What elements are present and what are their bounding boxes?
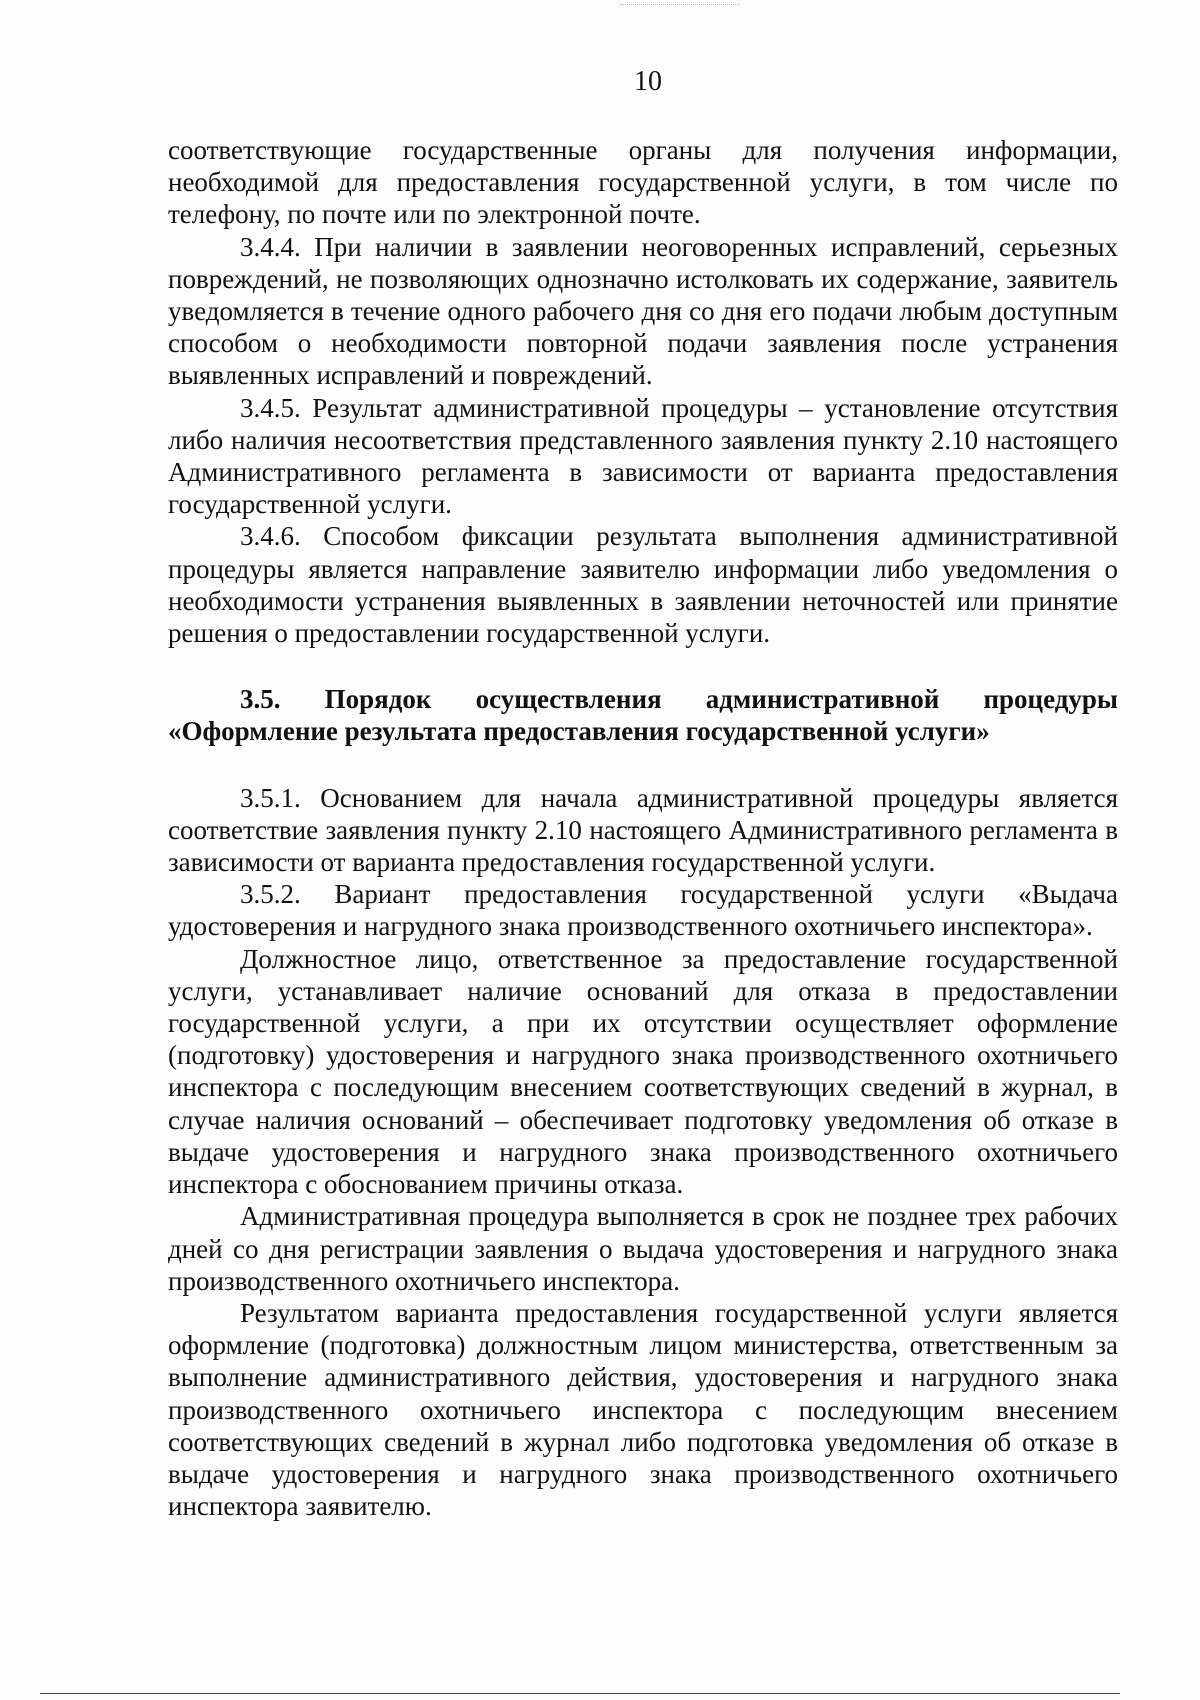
document-body — [168, 134, 1118, 1522]
paragraph-continuation: соответствующие государственные органы для получения информации, необходимой для предоставления государственной услуги, в том числе по телефону, по почте или по электронной почте. — [168, 135, 1118, 230]
paragraph-3-5-1: 3.5.1. Основанием для начала административной процедуры является соответствие заявления пункту 2.10 настоящего Административного регламента в зависимости от варианта предоставления государственной услуги. — [168, 782, 1118, 878]
paragraph-official-actions: Должностное лицо, ответственное за предоставление государственной услуги, устанавливает наличие оснований для отказа в предоставлении государственной услуги, а при их отсутствии осуществляет оформление (подготовку) удостоверения и нагрудного знака производственного охотничьего инспектора с последующим внесением соответствующих сведений в журнал, в случае наличия оснований – обеспечивает подготовку уведомления об отказе в выдаче удостоверения и нагрудного знака производственного охотничьего инспектора с обоснованием причины отказа. — [168, 943, 1118, 1200]
scan-artifact — [620, 4, 740, 7]
paragraph-procedure-deadline: Административная процедура выполняется в срок не позднее трех рабочих дней со дня регистрации заявления о выдача удостоверения и нагрудного знака производственного охотничьего инспектора. — [168, 1201, 1118, 1296]
paragraph-3-4-4: 3.4.4. При наличии в заявлении неоговоренных исправлений, серьезных повреждений, не позволяющих однозначно истолковать их содержание, заявитель уведомляется в течение одного рабочего дня со дня его подачи любым доступным способом о необходимости повторной подачи заявления после устранения выявленных исправлений и повреждений. — [168, 231, 1118, 391]
section-heading-3-5: 3.5. Порядок осуществления административной процедуры «Оформление результата предоставления государственной услуги» — [168, 684, 1118, 747]
bottom-divider — [40, 1693, 1120, 1694]
paragraph-3-4-6: 3.4.6. Способом фиксации результата выполнения административной процедуры является направление заявителю информации либо уведомления о необходимости устранения выявленных в заявлении неточностей или принятие решения о предоставлении государственной услуги. — [168, 521, 1118, 649]
paragraph-procedure-result: Результатом варианта предоставления государственной услуги является оформление (подготовка) должностным лицом министерства, ответственным за выполнение административного действия, удостоверения и нагрудного знака производственного охотничьего инспектора с последующим внесением соответствующих сведений в журнал либо подготовка уведомления об отказе в выдаче удостоверения и нагрудного знака производственного охотничьего инспектора заявителю. — [168, 1297, 1118, 1522]
paragraph-3-4-5: 3.4.5. Результат административной процедуры – установление отсутствия либо наличия несоответствия представленного заявления пункту 2.10 настоящего Административного регламента в зависимости от варианта предоставления государственной услуги. — [168, 392, 1118, 520]
page-number: 10 — [634, 66, 662, 97]
paragraph-3-5-2: 3.5.2. Вариант предоставления государственной услуги «Выдача удостоверения и нагрудного знака производственного охотничьего инспектора». — [168, 879, 1118, 942]
